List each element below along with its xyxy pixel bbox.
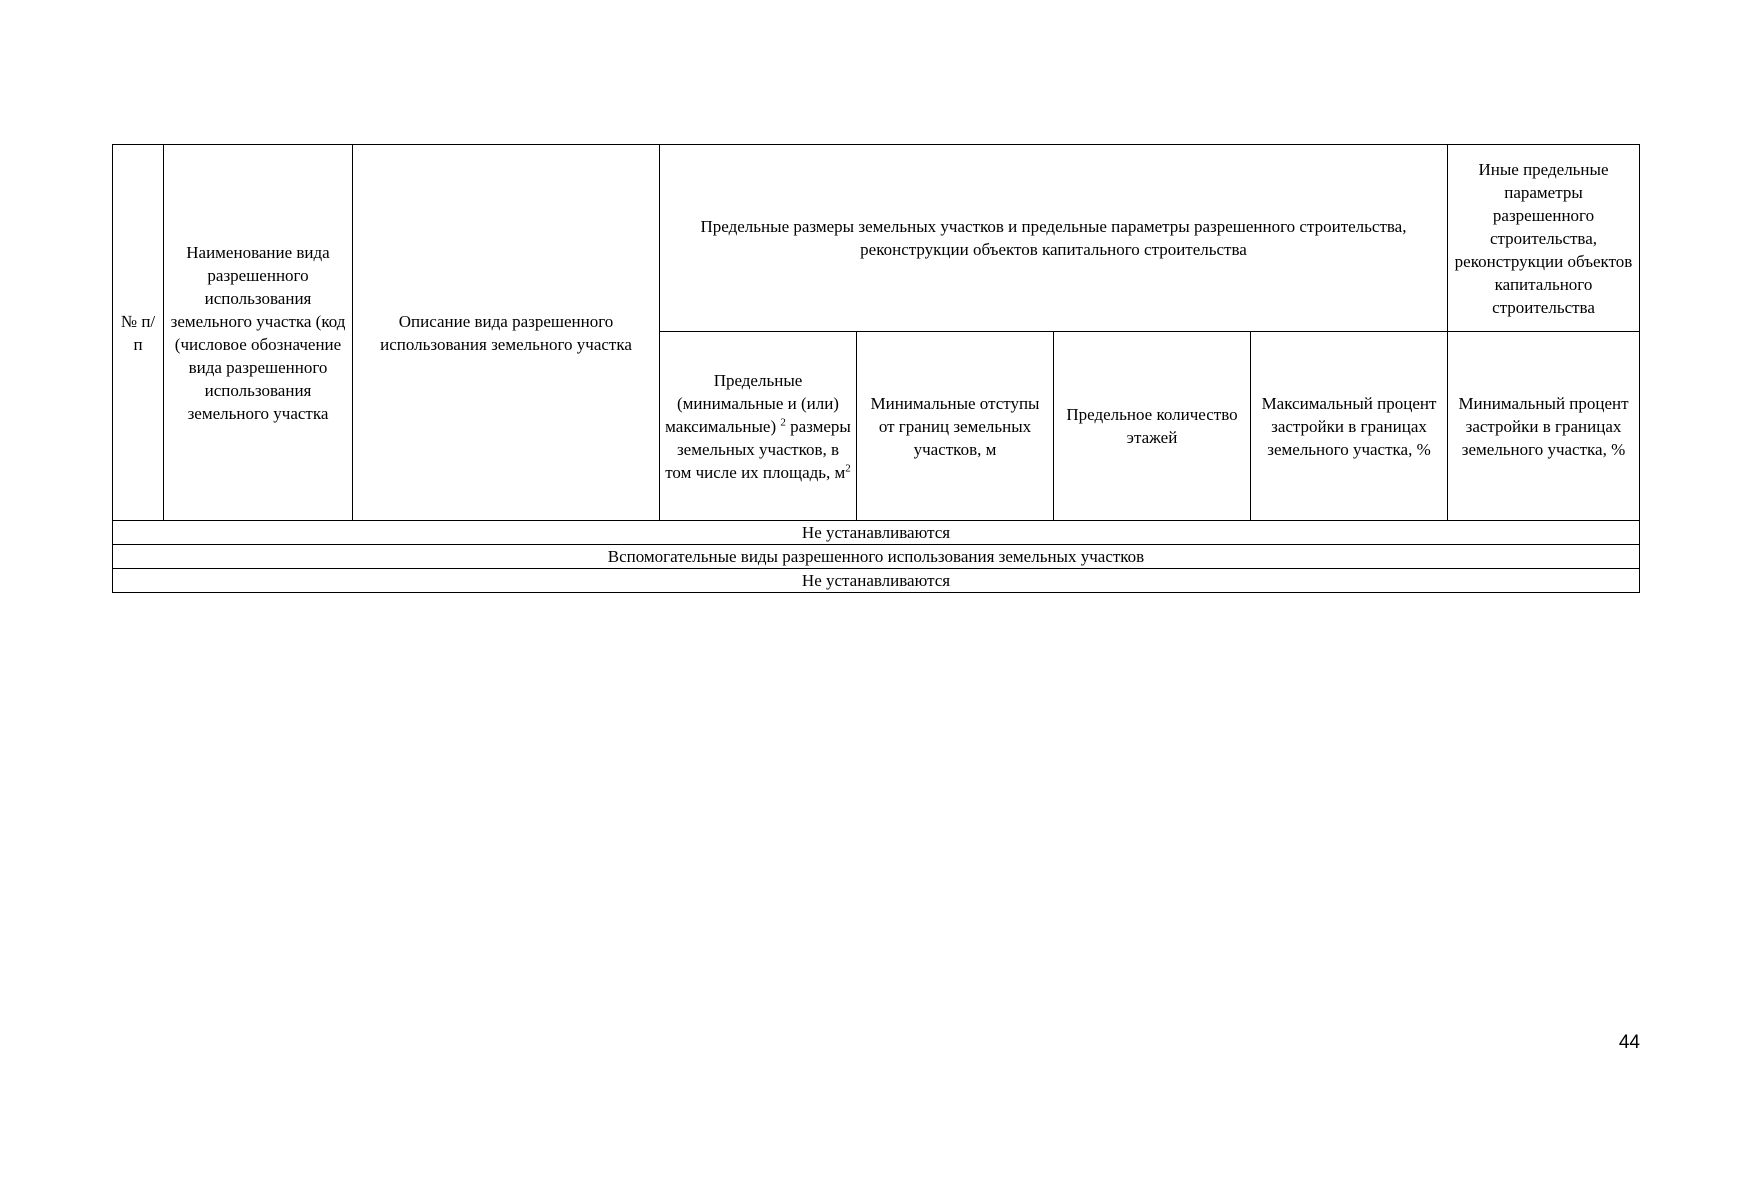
- unit-superscript: 2: [845, 461, 851, 474]
- header-min-coverage: Минимальный процент застройки в границах земельного участка, %: [1448, 332, 1640, 521]
- header-row-top: [113, 145, 1640, 332]
- footnote-marker: 2: [780, 415, 786, 428]
- header-min-setbacks: Минимальные отступы от границ земельных участков, м: [857, 332, 1054, 521]
- header-plot-sizes: [660, 332, 857, 521]
- table-row: [113, 545, 1640, 569]
- row-not-established-main: Не устанавливаются: [113, 521, 1640, 545]
- header-max-floors: Предельное количество этажей: [1054, 332, 1251, 521]
- page-number: 44: [1618, 1032, 1640, 1053]
- header-plot-sizes-tail: размеры земельных участков, в том числе их площадь, м: [665, 416, 851, 482]
- row-not-established-auxiliary: Не устанавливаются: [113, 569, 1640, 593]
- table-row: [113, 569, 1640, 593]
- header-plot-sizes-main: Предельные (минимальные и (или) максимальные): [665, 370, 839, 436]
- header-use-description: Описание вида разрешенного использования земельного участка: [353, 145, 660, 521]
- land-use-regulations-table: [112, 144, 1640, 593]
- table-row: [113, 521, 1640, 545]
- header-limits-group: [660, 145, 1448, 332]
- row-auxiliary-uses-heading: Вспомогательные виды разрешенного использования земельных участков: [113, 545, 1640, 569]
- header-other-params: Иные предельные параметры разрешенного строительства, реконструкции объектов капитального строительства: [1448, 145, 1640, 332]
- header-use-name: Наименование вида разрешенного использования земельного участка (код (числовое обозначение вида разрешенного использования земельного участка: [164, 145, 353, 521]
- header-number: № п/п: [113, 145, 164, 521]
- header-max-coverage: Максимальный процент застройки в границах земельного участка, %: [1251, 332, 1448, 521]
- header-limits-group-text: Предельные размеры земельных участков и предельные параметры разрешенного строительства, реконструкции объектов капитального строительства: [700, 217, 1407, 259]
